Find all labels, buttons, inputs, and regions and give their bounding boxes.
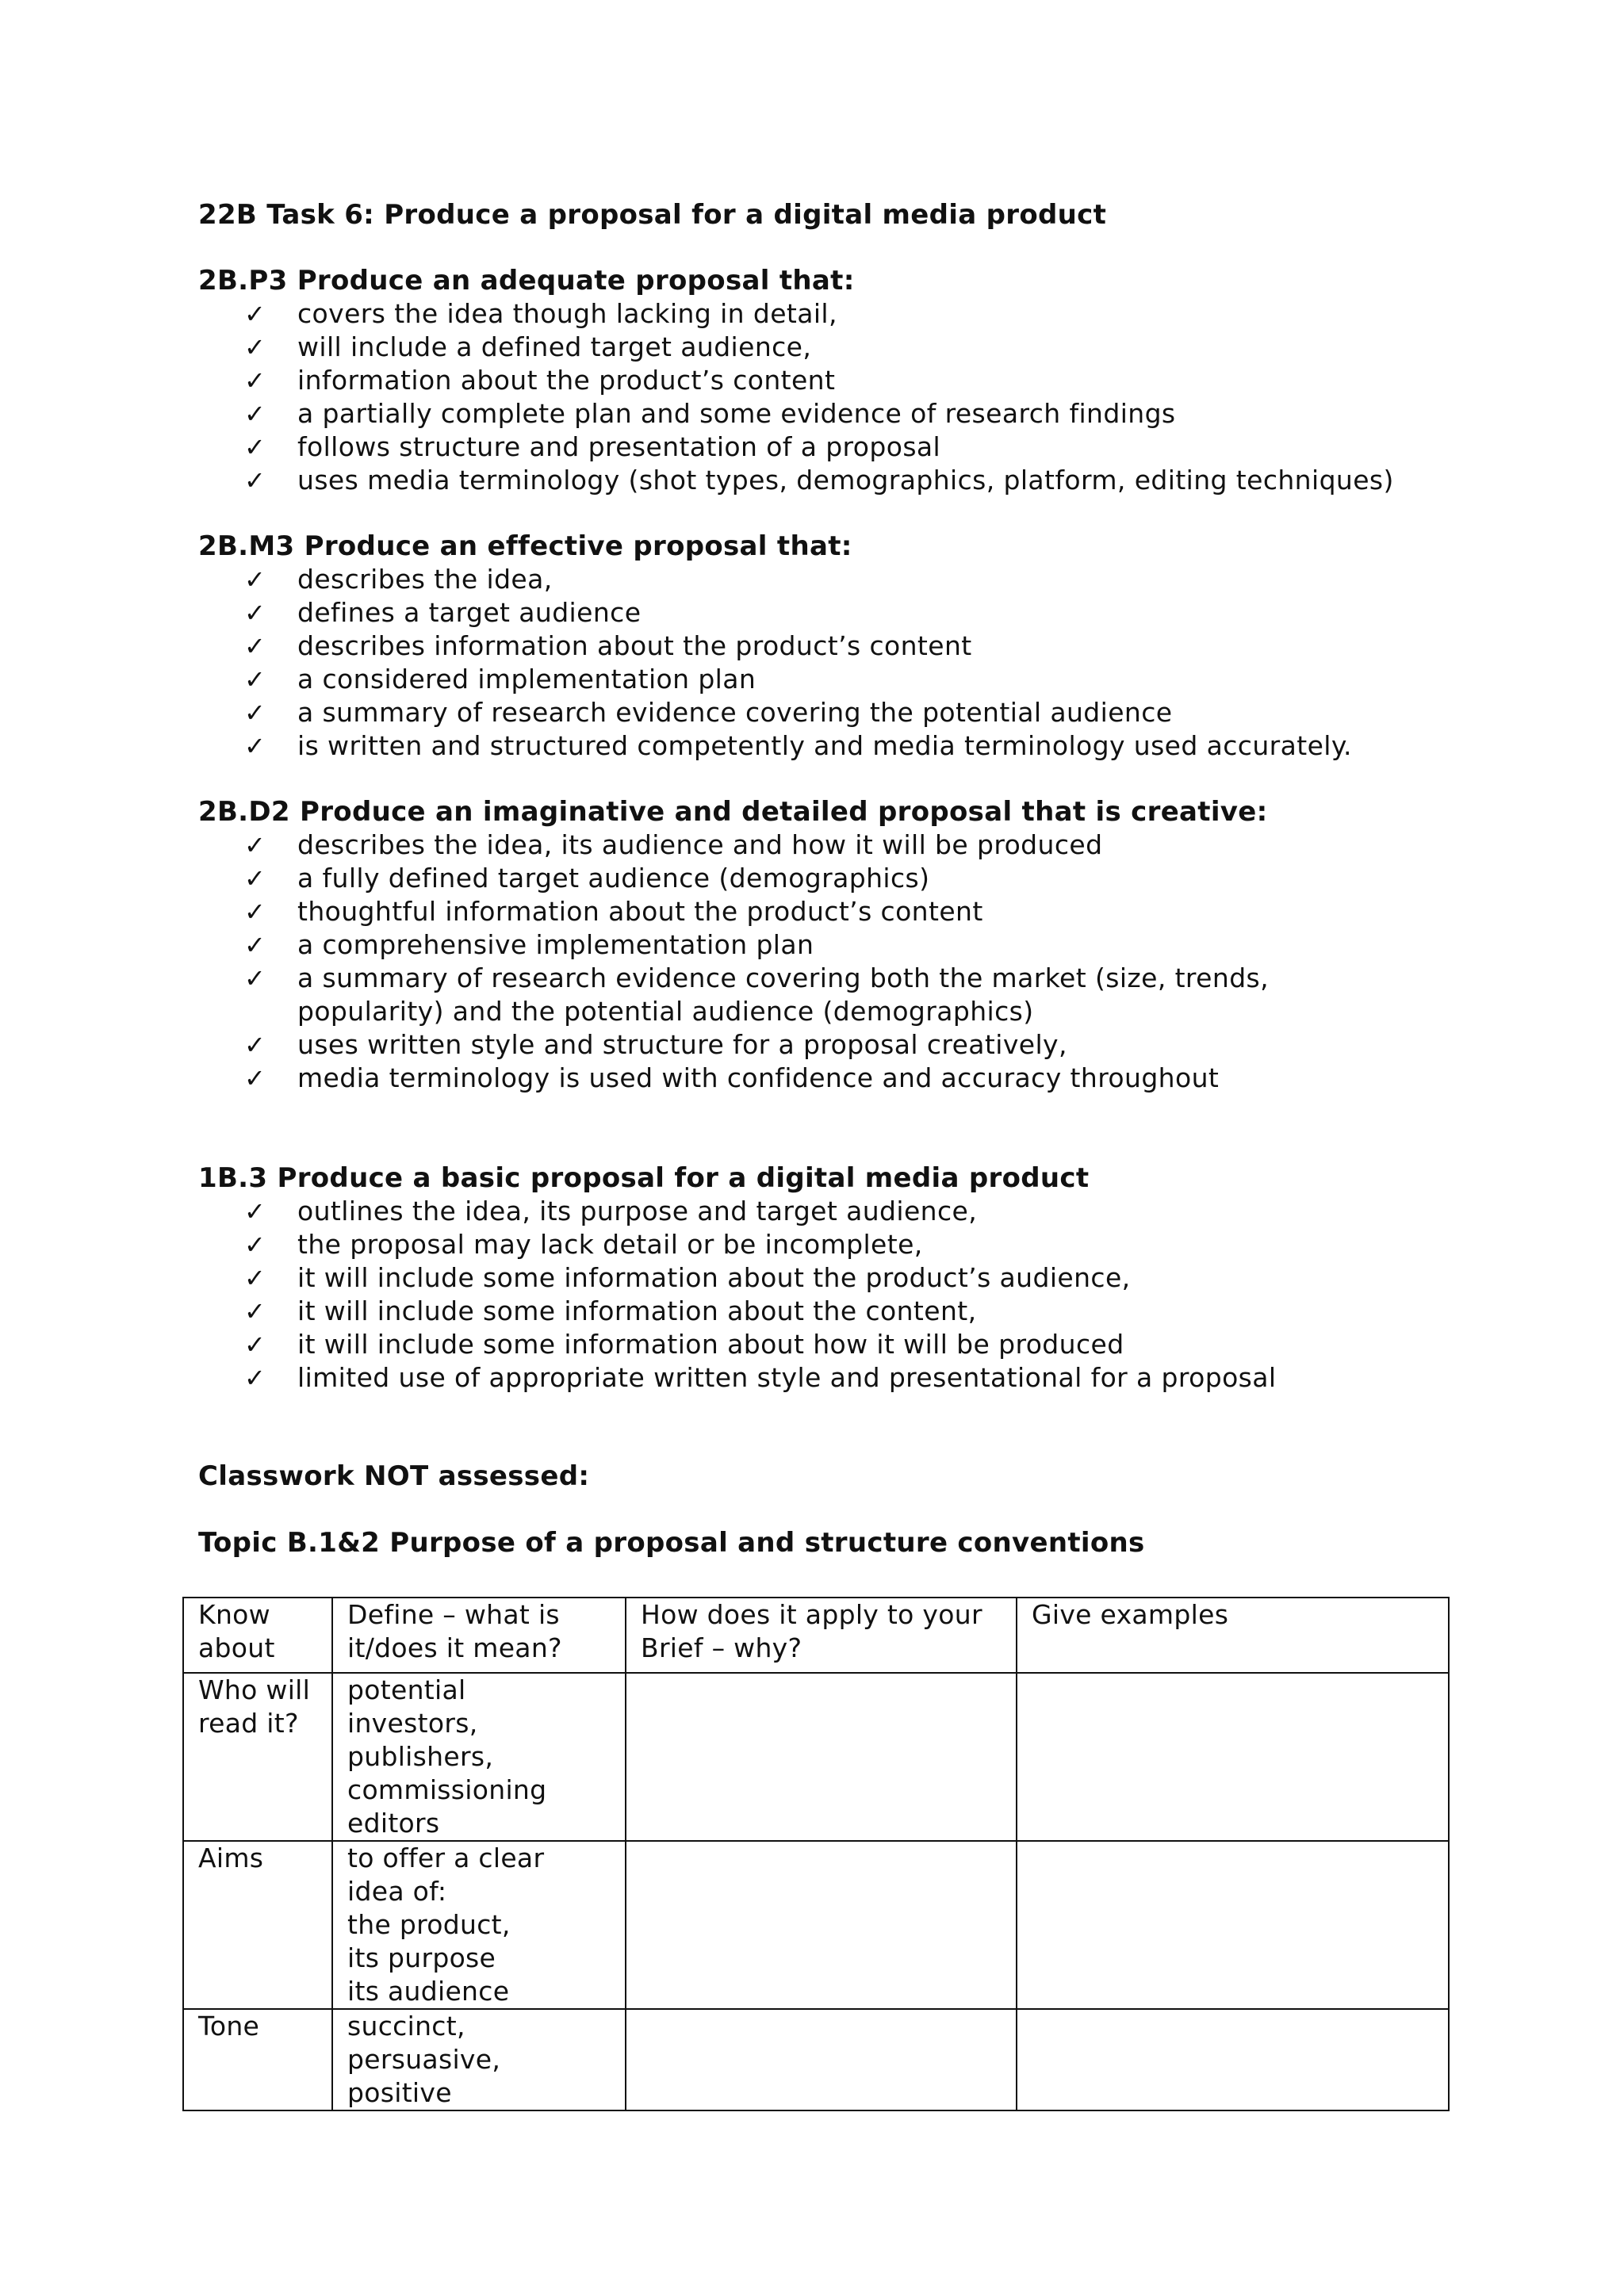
check-icon: ✓ <box>244 863 266 894</box>
table-cell: succinct, persuasive, positive <box>332 2009 626 2110</box>
list-item: ✓ information about the product’s content <box>244 365 836 396</box>
check-icon: ✓ <box>244 299 266 329</box>
check-icon: ✓ <box>244 432 266 462</box>
proposal-conventions-table <box>182 1597 1450 2111</box>
list-item: ✓ uses media terminology (shot types, demographics, platform, editing techniques) <box>244 465 1394 496</box>
check-icon: ✓ <box>244 365 266 396</box>
list-item: ✓ media terminology is used with confidence and accuracy throughout <box>244 1062 1220 1093</box>
list-item: ✓ a considered implementation plan <box>244 664 756 695</box>
criteria-list <box>198 1195 1467 1395</box>
check-icon: ✓ <box>244 598 266 628</box>
check-icon: ✓ <box>244 399 266 429</box>
list-item: ✓ limited use of appropriate written style and presentational for a proposal <box>244 1362 1277 1393</box>
topic-heading: Topic B.1&2 Purpose of a proposal and structure conventions <box>198 1527 1145 1559</box>
table-row <box>183 1841 1449 2009</box>
check-icon: ✓ <box>244 731 266 761</box>
check-icon: ✓ <box>244 332 266 362</box>
list-item: ✓ covers the idea though lacking in detail, <box>244 298 837 329</box>
list-item: ✓ a comprehensive implementation plan <box>244 929 814 960</box>
list-item: ✓ describes information about the product’s content <box>244 630 972 661</box>
section-heading: 2B.D2 Produce an imaginative and detailed proposal that is creative: <box>198 796 1268 828</box>
table-cell <box>626 1673 1017 1841</box>
table-row <box>183 1673 1449 1841</box>
list-item: ✓ a summary of research evidence covering both the market (size, trends, popularity) and the potential audience (demographics) <box>244 962 1270 1027</box>
list-item: ✓ will include a defined target audience, <box>244 331 812 362</box>
criteria-list <box>198 563 1467 763</box>
classwork-section <box>198 1460 1467 1559</box>
list-item: ✓ it will include some information about the product’s audience, <box>244 1262 1131 1293</box>
check-icon: ✓ <box>244 631 266 661</box>
criteria-section-m3 <box>198 530 1467 763</box>
list-item: ✓ describes the idea, <box>244 564 553 595</box>
criteria-list <box>198 828 1467 1095</box>
check-icon: ✓ <box>244 930 266 960</box>
table-cell <box>626 2009 1017 2110</box>
list-item: ✓ it will include some information about how it will be produced <box>244 1329 1124 1360</box>
table-cell: to offer a clear idea of: the product, its purpose its audience <box>332 1841 626 2009</box>
table-cell <box>1017 1841 1449 2009</box>
table-cell: Aims <box>183 1841 332 2009</box>
check-icon: ✓ <box>244 564 266 595</box>
section-heading: 1B.3 Produce a basic proposal for a digital media product <box>198 1162 1090 1194</box>
list-item: ✓ thoughtful information about the product’s content <box>244 896 983 927</box>
check-icon: ✓ <box>244 465 266 496</box>
criteria-section-d2 <box>198 795 1467 1095</box>
check-icon: ✓ <box>244 1330 266 1360</box>
check-icon: ✓ <box>244 1230 266 1260</box>
check-icon: ✓ <box>244 830 266 860</box>
list-item: ✓ is written and structured competently and media terminology used accurately. <box>244 730 1352 761</box>
document-title: 22B Task 6: Produce a proposal for a digital media product <box>198 199 1107 231</box>
column-header: Define – what is it/does it mean? <box>332 1598 626 1673</box>
section-heading: 2B.M3 Produce an effective proposal that: <box>198 530 852 562</box>
check-icon: ✓ <box>244 963 266 993</box>
column-header: Give examples <box>1017 1598 1449 1673</box>
criteria-section-p3 <box>198 264 1467 497</box>
column-header: Know about <box>183 1598 332 1673</box>
section-heading: 2B.P3 Produce an adequate proposal that: <box>198 265 855 297</box>
table-cell: Who will read it? <box>183 1673 332 1841</box>
check-icon: ✓ <box>244 897 266 927</box>
table-cell: potential investors, publishers, commissioning editors <box>332 1673 626 1841</box>
classwork-heading: Classwork NOT assessed: <box>198 1460 590 1492</box>
document-page <box>198 198 1467 1559</box>
check-icon: ✓ <box>244 1263 266 1293</box>
check-icon: ✓ <box>244 664 266 695</box>
list-item: ✓ the proposal may lack detail or be incomplete, <box>244 1229 923 1260</box>
check-icon: ✓ <box>244 1296 266 1326</box>
table-header-row <box>183 1598 1449 1673</box>
check-icon: ✓ <box>244 698 266 728</box>
table-cell <box>626 1841 1017 2009</box>
criteria-list <box>198 297 1467 497</box>
list-item: ✓ defines a target audience <box>244 597 642 628</box>
table-cell: Tone <box>183 2009 332 2110</box>
list-item: ✓ it will include some information about the content, <box>244 1295 977 1326</box>
column-header: How does it apply to your Brief – why? <box>626 1598 1017 1673</box>
check-icon: ✓ <box>244 1030 266 1060</box>
list-item: ✓ describes the idea, its audience and how it will be produced <box>244 829 1103 860</box>
check-icon: ✓ <box>244 1196 266 1226</box>
table-row <box>183 2009 1449 2110</box>
list-item: ✓ uses written style and structure for a proposal creatively, <box>244 1029 1067 1060</box>
check-icon: ✓ <box>244 1363 266 1393</box>
list-item: ✓ outlines the idea, its purpose and target audience, <box>244 1196 978 1226</box>
list-item: ✓ a partially complete plan and some evidence of research findings <box>244 398 1176 429</box>
criteria-section-1b3 <box>198 1161 1467 1395</box>
table-cell <box>1017 1673 1449 1841</box>
table-cell <box>1017 2009 1449 2110</box>
list-item: ✓ a summary of research evidence covering the potential audience <box>244 697 1173 728</box>
list-item: ✓ follows structure and presentation of a proposal <box>244 431 941 462</box>
list-item: ✓ a fully defined target audience (demographics) <box>244 863 930 894</box>
check-icon: ✓ <box>244 1063 266 1093</box>
